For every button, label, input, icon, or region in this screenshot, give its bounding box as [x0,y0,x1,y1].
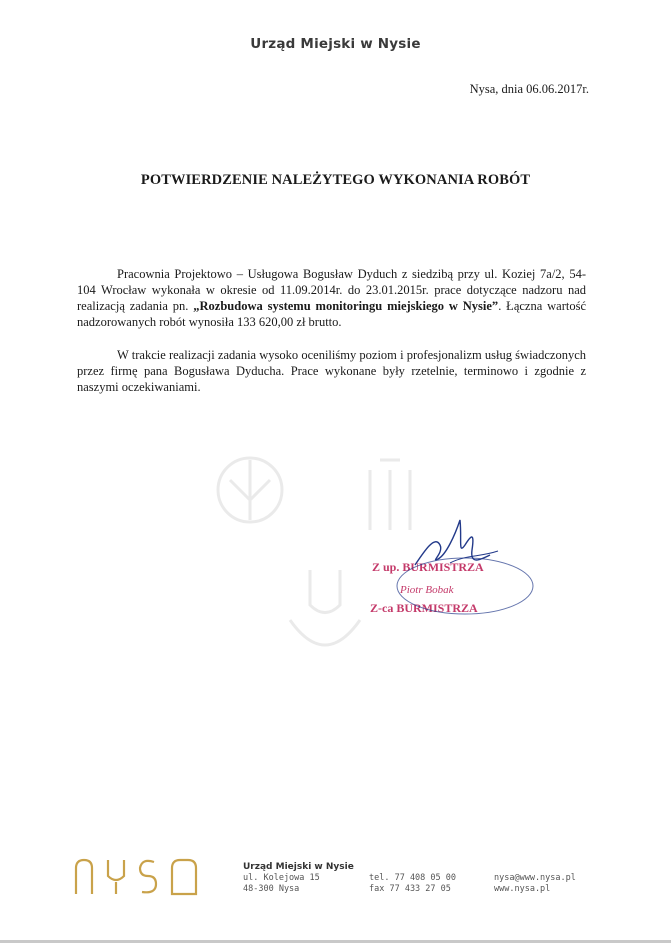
footer-address [243,862,354,895]
nysa-logo-icon [72,854,202,898]
footer-office-name: Urząd Miejski w Nysie [243,862,354,872]
date-line: Nysa, dnia 06.06.2017r. [469,82,589,96]
stamp-line-3: Z-ca BURMISTRZA [370,601,478,615]
letterhead-title: Urząd Miejski w Nysie [250,36,421,52]
footer-phones [369,873,456,895]
footer-tel: tel. 77 408 05 00 [369,873,456,883]
paragraph-1-project-name: „Rozbudowa systemu monitoringu miejskiego w Nysie” [193,299,499,313]
stamp-line-2: Piotr Bobak [400,584,454,596]
footer-www-link[interactable]: www.nysa.pl [494,884,551,894]
paragraph-1 [77,266,586,330]
paragraph-2-text: W trakcie realizacji zadania wysoko oceniliśmy poziom i profesjonalizm usług świadczonych przez firmę pana Bogusława Dyducha. Prace wykonane były rzetelnie, terminowo i zgodnie z naszymi oczekiwaniami. [77,348,586,394]
bottom-edge-shadow [0,940,671,943]
document-title: POTWIERDZENIE NALEŻYTEGO WYKONANIA ROBÓT [140,172,531,188]
footer-email-link[interactable]: nysa@www.nysa.pl [494,873,576,883]
paragraph-1-text-a: Pracownia Projektowo – Usługowa Bogusław Dyduch z siedzibą przy ul. Koziej 7a/2, 54-104 Wrocław wykonała w okresie od 11.09.2014r. do 23.01.2015r. prace dotyczące nadzoru nad realizacją zadania pn. [77,267,586,313]
footer-street: ul. Kolejowa 15 [243,873,320,883]
stamp-line-1: Z up. BURMISTRZA [372,560,484,574]
footer-contact [494,873,576,895]
paragraph-2 [77,347,586,395]
footer-fax: fax 77 433 27 05 [369,884,451,894]
paragraph-1-text-b: . Łączna wartość nadzorowanych robót wynosiła 133 620,00 zł brutto. [77,299,587,329]
stamp-ellipse-icon [395,555,535,617]
watermark-emblem-icon [210,430,440,670]
footer-city: 48-300 Nysa [243,884,300,894]
